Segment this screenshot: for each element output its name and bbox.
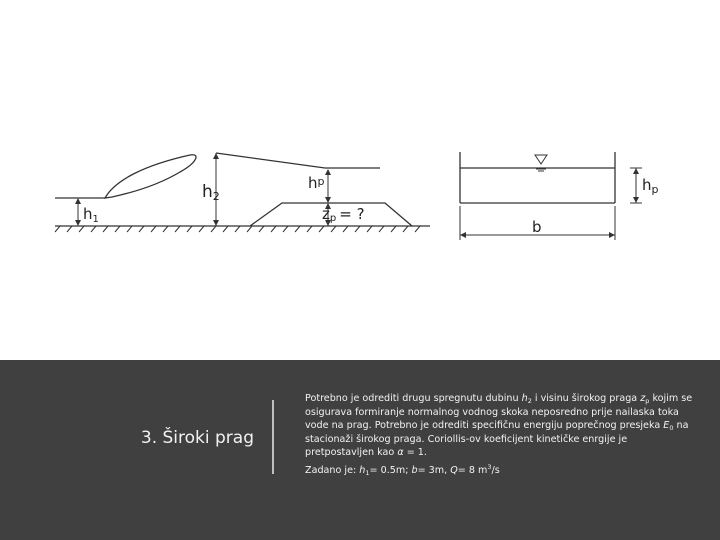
cross-section: [460, 152, 642, 240]
hp-arrow-bottom: [325, 197, 331, 203]
downstream-water-surface: [216, 153, 380, 168]
b-arrow-left: [460, 232, 466, 238]
b-label: b: [532, 218, 542, 236]
hp-right-label: $h_p$: [642, 176, 659, 196]
slide-title: 3. Široki prag: [140, 428, 254, 448]
h2-label: h2: [202, 182, 220, 203]
longitudinal-section: [55, 153, 430, 232]
problem-text: [305, 392, 697, 477]
problem-description: Potrebno je odrediti drugu spregnutu dubinu $h_2$ i visinu širokog praga $z_p$ kojim se osigurava formiranje normalnog vodnog skoka neposredno prije nailaska toka vode na prag. Potrebno je odrediti specifičnu energiju poprečnog presjeka $E_0$ na stacionaži širokog praga. Coriollis-ov koeficijent kinetičke enrgije je pretpostavljen kao α = 1.: [305, 393, 693, 458]
given-values: Zadano je: $h_1= 0.5m$; b= 3m, Q= 8 $m^3/s$: [305, 462, 500, 477]
ground-hatching: [55, 226, 420, 232]
zp-label: zp = ?: [322, 205, 365, 224]
h1-arrow-top: [75, 198, 81, 204]
hp-right-arrow-bottom: [633, 197, 639, 203]
hydraulic-jump-roller: [105, 155, 196, 198]
h1-arrow-bottom: [75, 220, 81, 226]
h2-arrow-bottom: [213, 220, 219, 226]
weir-diagram: [50, 140, 659, 265]
hp-arrow-top: [325, 169, 331, 175]
h1-label: $h_1$: [83, 205, 99, 225]
b-arrow-right: [609, 232, 615, 238]
hp-right-arrow-top: [633, 168, 639, 174]
water-level-symbol-icon: [535, 155, 547, 164]
hp-left-label: $h^p$: [308, 174, 325, 192]
vertical-divider: [272, 400, 274, 474]
